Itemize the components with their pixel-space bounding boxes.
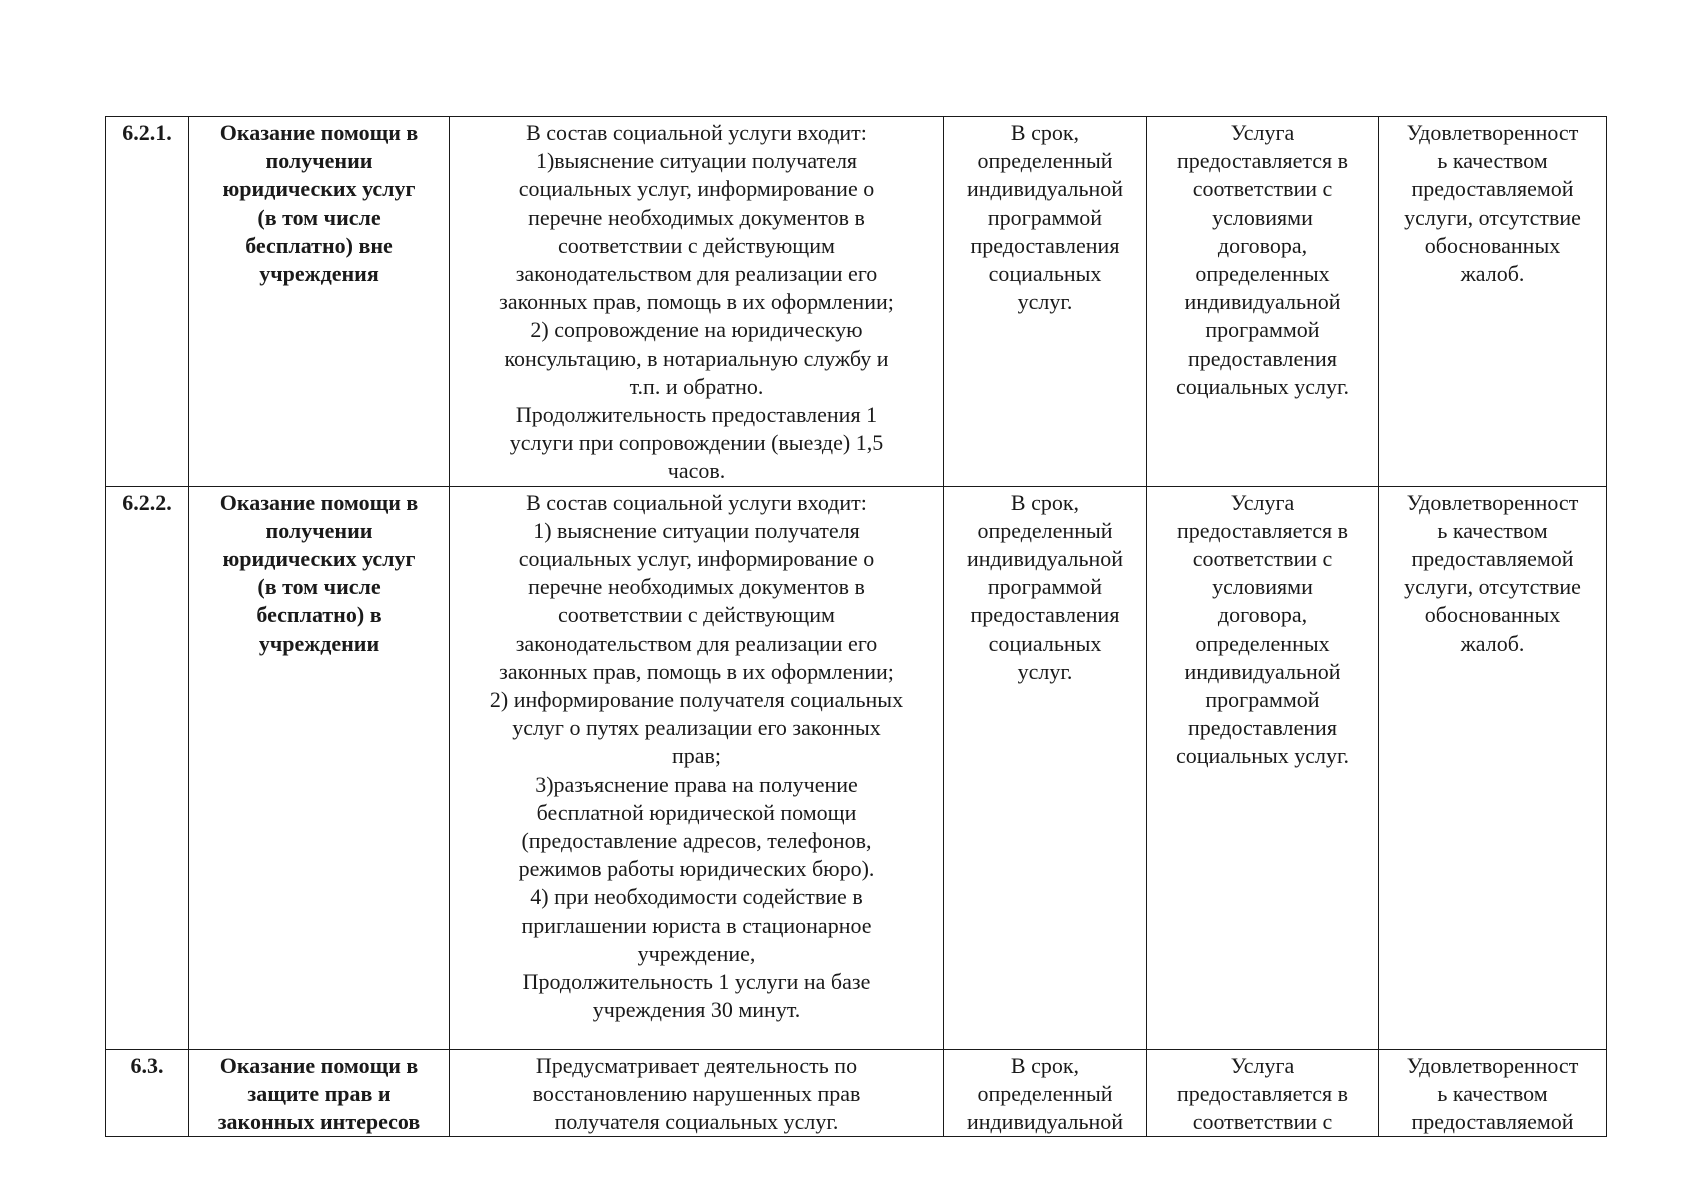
service-number: 6.3. — [106, 1049, 189, 1137]
service-term: В срок, определенный индивидуальной программой предоставления социальных услуг. — [944, 117, 1147, 487]
service-description: Предусматривает деятельность по восстановлению нарушенных прав получателя социальных услуг. — [450, 1049, 944, 1137]
table-row — [106, 117, 1607, 487]
service-term: В срок, определенный индивидуальной — [944, 1049, 1147, 1137]
service-title: Оказание помощи в получении юридических услуг (в том числе бесплатно) в учреждении — [189, 486, 450, 1049]
service-conditions: Услуга предоставляется в соответствии с условиями договора, определенных индивидуальной программой предоставления социальных услуг. — [1147, 117, 1379, 487]
service-quality: Удовлетворенност ь качеством предоставляемой — [1379, 1049, 1607, 1137]
service-quality: Удовлетворенност ь качеством предоставляемой услуги, отсутствие обоснованных жалоб. — [1379, 117, 1607, 487]
table-row — [106, 486, 1607, 1049]
table-row — [106, 1049, 1607, 1137]
service-description: В состав социальной услуги входит: 1) выяснение ситуации получателя социальных услуг, информирование о перечне необходимых документов в соответствии с действующим законодательством для реализации его законных прав, помощь в их оформлении; 2) информирование получателя социальных услуг о путях реализации его законных прав; 3)разъяснение права на получение бесплатной юридической помощи (предоставление адресов, телефонов, режимов работы юридических бюро). 4) при необходимости содействие в приглашении юриста в стационарное учреждение, Продолжительность 1 услуги на базе учреждения 30 минут. — [450, 486, 944, 1049]
service-number: 6.2.2. — [106, 486, 189, 1049]
service-number: 6.2.1. — [106, 117, 189, 487]
services-table — [105, 116, 1607, 1137]
service-description: В состав социальной услуги входит: 1)выяснение ситуации получателя социальных услуг, информирование о перечне необходимых документов в соответствии с действующим законодательством для реализации его законных прав, помощь в их оформлении; 2) сопровождение на юридическую консультацию, в нотариальную службу и т.п. и обратно. Продолжительность предоставления 1 услуги при сопровождении (выезде) 1,5 часов. — [450, 117, 944, 487]
service-title: Оказание помощи в защите прав и законных интересов — [189, 1049, 450, 1137]
service-conditions: Услуга предоставляется в соответствии с условиями договора, определенных индивидуальной программой предоставления социальных услуг. — [1147, 486, 1379, 1049]
service-conditions: Услуга предоставляется в соответствии с — [1147, 1049, 1379, 1137]
service-quality: Удовлетворенност ь качеством предоставляемой услуги, отсутствие обоснованных жалоб. — [1379, 486, 1607, 1049]
service-title: Оказание помощи в получении юридических услуг (в том числе бесплатно) вне учреждения — [189, 117, 450, 487]
service-term: В срок, определенный индивидуальной программой предоставления социальных услуг. — [944, 486, 1147, 1049]
